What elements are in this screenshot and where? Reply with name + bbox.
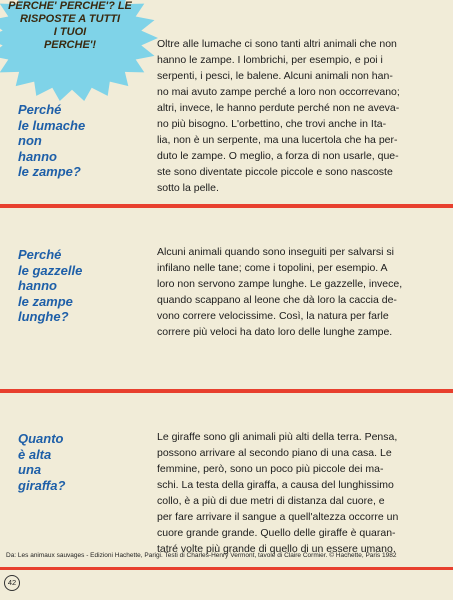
answer-line: serpenti, i pesci, le balene. Alcuni animali non han- [157, 70, 393, 82]
badge-line: I TUOI [53, 26, 87, 38]
footer-divider [0, 567, 453, 570]
answer-line: Oltre alle lumache ci sono tanti altri animali che non [157, 38, 397, 50]
answer-line: femmine, però, sono un poco più piccole dei ma- [157, 463, 384, 475]
answer-giraffa [157, 429, 433, 557]
question-line: Quanto [18, 431, 64, 446]
badge-line: PERCHE'! [43, 39, 97, 51]
question-line: Perché [18, 102, 62, 117]
question-line: le gazzelle [18, 262, 83, 278]
section-divider [0, 389, 453, 393]
answer-line: cuore grande grande. Quello delle giraffe è quaran- [157, 527, 396, 539]
answer-line: ste sono diventate piccole piccole e sono nascoste [157, 166, 393, 178]
badge-line: RISPOSTE A TUTTI [19, 13, 121, 25]
badge-line: PERCHE' PERCHE'? LE [8, 0, 132, 12]
answer-line: collo, è a più di due metri di distanza dal cuore, e [157, 495, 385, 507]
question-giraffa [18, 431, 128, 493]
question-line: hanno [18, 278, 57, 293]
question-line: una [18, 462, 42, 477]
question-line: non [18, 133, 42, 148]
question-line: Perché [18, 247, 62, 262]
question-line: hanno [18, 148, 57, 164]
answer-line: tatré volte più grande di quello di un essere umano. [157, 543, 396, 555]
question-line: le zampe? [18, 164, 81, 179]
question-line: le lumache [18, 117, 86, 133]
answer-line: per fare arrivare il sangue a quell'altezza occorre un [157, 511, 399, 523]
answer-line: infilano nelle tane; come i topolini, per esempio. A [157, 262, 388, 274]
answer-line: lia, non è un serpente, ma una lucertola che ha per- [157, 134, 398, 146]
answer-line: duto le zampe. O meglio, a forza di non usarle, que- [157, 150, 399, 162]
answer-line: no mai avuto zampe perché a loro non occorrevano; [157, 86, 400, 98]
answer-line: schi. La testa della giraffa, a causa del lunghissimo [157, 479, 394, 491]
question-gazzelle [18, 247, 128, 325]
answer-line: quando scappano al leone che dà loro la caccia de- [157, 294, 397, 306]
answer-line: vono correre velocissime. Così, la natura per farle [157, 310, 389, 322]
question-line: è alta [18, 446, 52, 462]
answer-line: possono arrivare al secondo piano di una casa. Le [157, 447, 392, 459]
question-line: lunghe? [18, 309, 69, 324]
question-line: giraffa? [18, 477, 66, 493]
answer-line: loro non servono zampe lunghe. Le gazzelle, invece, [157, 278, 403, 290]
answer-line: hanno le zampe. I lombrichi, per esempio, e poi i [157, 54, 383, 66]
source-credit: Da: Les animaux sauvages - Edizioni Hachette, Parigi. Testi di Charles-Henry Vermont, tavole di Claire Cormier. © Hachette, Paris 1982 [6, 552, 397, 559]
answer-lumache [157, 36, 433, 196]
answer-line: Alcuni animali quando sono inseguiti per salvarsi si [157, 246, 394, 258]
answer-line: sotto la pelle. [157, 182, 219, 194]
page-number: 42 [4, 575, 20, 591]
answer-gazzelle [157, 244, 433, 340]
title-badge [0, 0, 160, 102]
question-lumache [18, 102, 128, 180]
question-line: le zampe [18, 293, 73, 309]
answer-line: Le giraffe sono gli animali più alti della terra. Pensa, [157, 431, 398, 443]
section-divider [0, 204, 453, 208]
answer-line: altri, invece, le hanno perdute perché non ne aveva- [157, 102, 400, 114]
badge-title [0, 0, 140, 52]
answer-line: correre più veloci ha dato loro delle lunghe zampe. [157, 326, 393, 338]
answer-line: no più bisogno. L'orbettino, che trovi anche in Ita- [157, 118, 387, 130]
